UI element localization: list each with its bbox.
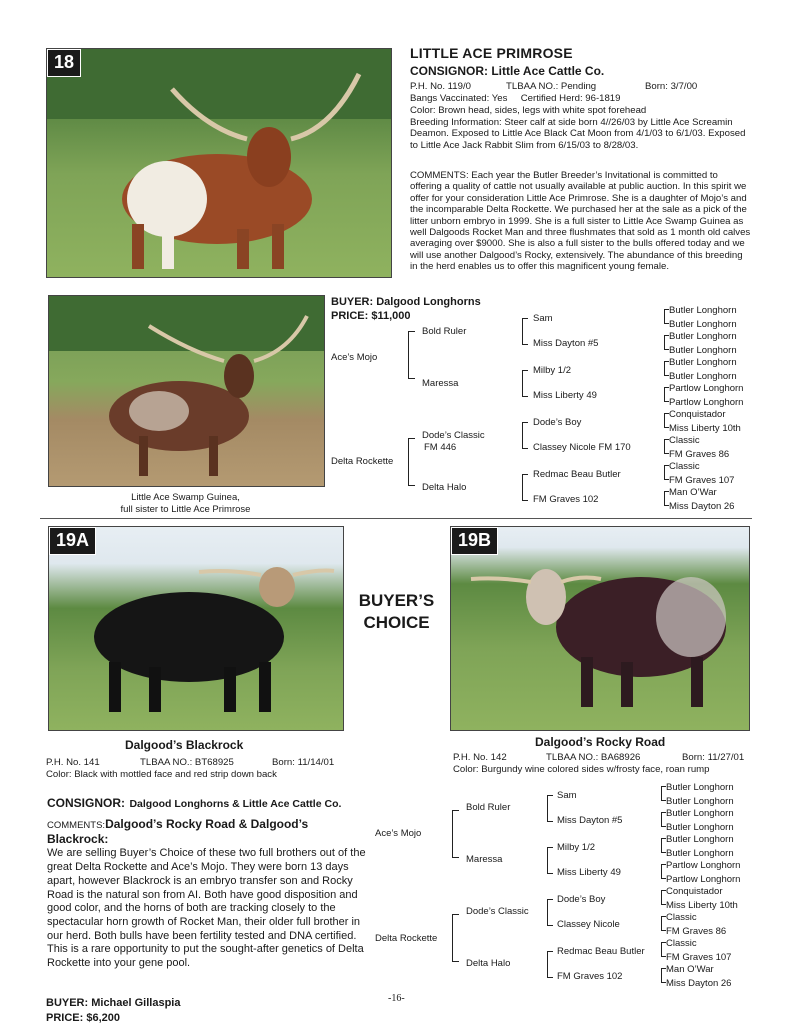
pedigree-g2: Maressa: [466, 854, 503, 865]
comments-title: Dalgood’s Rocky Road & Dalgood’s Blackrock: [47, 817, 309, 846]
lot19b-ph: P.H. No. 142: [453, 752, 507, 763]
pedigree-g4: Butler Longhorn: [666, 834, 734, 845]
lot19-buyer: BUYER: Michael Gillaspia: [46, 997, 181, 1009]
pedigree-g4: Classic: [669, 461, 700, 472]
lot18-ph: P.H. No. 119/0: [410, 81, 471, 92]
pedigree-g2: Dode’s Classic: [422, 430, 485, 441]
choice-line-1: BUYER’S: [358, 591, 435, 610]
roan-bull-illustration: [451, 527, 749, 730]
pedigree-g3: Miss Liberty 49: [533, 390, 597, 401]
pedigree-g4: Partlow Longhorn: [666, 860, 741, 871]
pedigree-g4: Miss Dayton 26: [666, 978, 732, 989]
lot18-breeding: Breeding Information: Steer calf at side born 4//26/03 by Little Ace Screamin Deamon. Exposed to Little Ace Black Cat Moon from 4/1/03 to 6/1/03. Exposed to Little Ace Jack Rabbit Slim from 6/15/03 to 8/28/03.: [410, 117, 746, 151]
lot18-born: Born: 3/7/00: [645, 81, 698, 92]
pedigree-g2: Delta Halo: [422, 482, 467, 493]
pedigree-g3: FM Graves 102: [533, 494, 599, 505]
pedigree-g3: Dode’s Boy: [533, 417, 582, 428]
pedigree-g4: FM Graves 107: [669, 475, 735, 486]
pedigree-g4: Conquistador: [666, 886, 723, 897]
pedigree-g2: Bold Ruler: [422, 326, 467, 337]
pedigree-g4: Butler Longhorn: [666, 782, 734, 793]
pedigree-g4: FM Graves 107: [666, 952, 732, 963]
pedigree-g2: Bold Ruler: [466, 802, 511, 813]
black-bull-illustration: [49, 527, 343, 730]
lot18-tlbaa: TLBAA NO.: Pending: [506, 81, 597, 92]
caption-line-1: Little Ace Swamp Guinea,: [131, 492, 240, 503]
pedigree-sire: Ace’s Mojo: [375, 828, 422, 839]
lot-number-badge: 19A: [49, 527, 96, 555]
pedigree-g3: Miss Dayton #5: [557, 815, 623, 826]
lot19a-color: Color: Black with mottled face and red strip down back: [46, 769, 277, 780]
lot19a-born: Born: 11/14/01: [272, 757, 335, 768]
pedigree-g3: Classey Nicole: [557, 919, 620, 930]
lot18-title: LITTLE ACE PRIMROSE: [410, 45, 573, 61]
lot19a-tlbaa: TLBAA NO.: BT68925: [140, 757, 234, 768]
pedigree-g4: Miss Liberty 10th: [669, 423, 741, 434]
lot18-color: Color: Brown head, sides, legs with white spot forehead: [410, 105, 647, 116]
lot19b-name: Dalgood’s Rocky Road: [535, 735, 666, 749]
longhorn-cow-illustration: [47, 49, 391, 277]
pedigree-g4: FM Graves 86: [669, 449, 730, 460]
lot19-comments: COMMENTS:Dalgood’s Rocky Road & Dalgood’s Blackrock: We are selling Buyer’s Choice of these two full brothers out of the great Delta Rockette and Ace’s Mojo. They were born 13 days apart, however Blackrock is an embryo transfer son and Rocky Road is the natural son from AI. Both have good disposition and good color, and the horns of both are tracking closely to the spectacular horn growth of Rocket Man, their older full brother in our herd. Both bulls have been fertility tested and DNA certified. This is a rare opportunity to put the sought-after genetics of Delta Rockette into your gene pool.: [47, 818, 372, 971]
lot18-buyer: BUYER: Dalgood Longhorns: [331, 296, 481, 308]
pedigree-dam: Delta Rockette: [375, 933, 438, 944]
lot18-bangs: Bangs Vaccinated: Yes Certified Herd: 96-1819: [410, 93, 621, 104]
pedigree-g4: Butler Longhorn: [666, 822, 734, 833]
lot19-price: PRICE: $6,200: [46, 1012, 120, 1024]
comments-body: We are selling Buyer’s Choice of these two full brothers out of the great Delta Rockette and Ace’s Mojo. They were born 13 days apart, however Blackrock is an embryo transfer son and Rocky Road is the natural son from AI. Both have good disposition and good color, and the horns of both are tracking closely to the spectacular horn growth of Rocket Man, their older full brother in our herd. Both bulls have been fertility tested and DNA certified. This is a rare opportunity to put the sought-after genetics of Delta Rockette into your gene pool.: [47, 847, 366, 970]
pedigree-g3: Classey Nicole FM 170: [533, 442, 631, 453]
pedigree-g4: Partlow Longhorn: [666, 874, 741, 885]
pedigree-g4: Butler Longhorn: [669, 357, 737, 368]
caption-line-2: full sister to Little Ace Primrose: [120, 504, 251, 515]
lot18-consignor: [410, 64, 604, 78]
pedigree-g2: Maressa: [422, 378, 459, 389]
lot18-secondary-photo: [48, 295, 325, 487]
pedigree-g4: Miss Dayton 26: [669, 501, 735, 512]
buyers-choice-heading: [345, 590, 448, 634]
consignor-label: CONSIGNOR:: [410, 64, 488, 78]
lot18-main-photo: [46, 48, 392, 278]
pedigree-g3: Miss Liberty 49: [557, 867, 621, 878]
pedigree-dam: Delta Rockette: [331, 456, 394, 467]
consignor-label: CONSIGNOR:: [47, 796, 125, 810]
pedigree-g4: Butler Longhorn: [666, 808, 734, 819]
pedigree-g4: FM Graves 86: [666, 926, 727, 937]
pedigree-g3: Sam: [533, 313, 553, 324]
pedigree-g2: FM 446: [424, 442, 457, 453]
pedigree-g3: Dode’s Boy: [557, 894, 606, 905]
pedigree-g3: FM Graves 102: [557, 971, 623, 982]
speckled-cow-illustration: [49, 296, 324, 486]
pedigree-g3: Redmac Beau Butler: [557, 946, 645, 957]
consignor-name: Little Ace Cattle Co.: [491, 64, 605, 78]
pedigree-g4: Miss Liberty 10th: [666, 900, 738, 911]
pedigree-g2: Delta Halo: [466, 958, 511, 969]
lot19a-name: Dalgood’s Blackrock: [125, 738, 244, 752]
section-divider: [40, 518, 752, 519]
pedigree-g3: Redmac Beau Butler: [533, 469, 621, 480]
lot19-consignor: [47, 794, 341, 812]
pedigree-g3: Sam: [557, 790, 577, 801]
lot19a-photo: [48, 526, 344, 731]
lot19b-color: Color: Burgundy wine colored sides w/frosty face, roan rump: [453, 764, 710, 775]
pedigree-g2: Dode’s Classic: [466, 906, 529, 917]
pedigree-sire: Ace’s Mojo: [331, 352, 378, 363]
lot19b-born: Born: 11/27/01: [682, 752, 745, 763]
consignor-name: Dalgood Longhorns & Little Ace Cattle Co.: [129, 798, 342, 810]
lot-number-badge: 18: [47, 49, 81, 77]
pedigree-g4: Man O’War: [666, 964, 714, 975]
pedigree-g4: Butler Longhorn: [666, 848, 734, 859]
pedigree-g4: Partlow Longhorn: [669, 397, 744, 408]
lot18-comments: COMMENTS: Each year the Butler Breeder’s Invitational is committed to offering a quality of cattle not usually available at public auction. In this spirit we offer for your consideration Little Ace Primrose. She is a daughter of Mojo’s and the incomparable Delta Rockette. We purchased her at the sale as a pick of the litter unborn embryo in 1999. She is a full sister to Little Ace Swamp Guinea as well Dalgoods Rocket Man and three flushmates that sold as 1 month old calves averaging over $9000. She is also a full sister to the bulls offered today and we will use another Dalgood’s Rocky, extensively. The abundance of this breeding in the herd enables us to offer this magnificent young female.: [410, 170, 751, 273]
pedigree-g4: Butler Longhorn: [669, 331, 737, 342]
pedigree-g4: Butler Longhorn: [669, 305, 737, 316]
pedigree-g3: Milby 1/2: [557, 842, 596, 853]
pedigree-g4: Man O’War: [669, 487, 717, 498]
page-number: -16-: [388, 993, 405, 1004]
choice-line-2: CHOICE: [363, 613, 430, 632]
pedigree-g4: Classic: [669, 435, 700, 446]
lot-number-badge: 19B: [451, 527, 498, 555]
comments-label: COMMENTS:: [47, 820, 106, 831]
lot18-price: PRICE: $11,000: [331, 310, 411, 322]
pedigree-g3: Milby 1/2: [533, 365, 572, 376]
pedigree-g4: Butler Longhorn: [669, 371, 737, 382]
pedigree-g4: Butler Longhorn: [669, 345, 737, 356]
pedigree-g4: Classic: [666, 912, 697, 923]
pedigree-g4: Partlow Longhorn: [669, 383, 744, 394]
pedigree-g4: Conquistador: [669, 409, 726, 420]
pedigree-g4: Butler Longhorn: [666, 796, 734, 807]
lot18-photo-caption: [48, 492, 323, 516]
pedigree-g4: Classic: [666, 938, 697, 949]
lot19b-photo: [450, 526, 750, 731]
lot19a-ph: P.H. No. 141: [46, 757, 100, 768]
pedigree-g4: Butler Longhorn: [669, 319, 737, 330]
pedigree-g3: Miss Dayton #5: [533, 338, 599, 349]
lot19b-tlbaa: TLBAA NO.: BA68926: [546, 752, 641, 763]
